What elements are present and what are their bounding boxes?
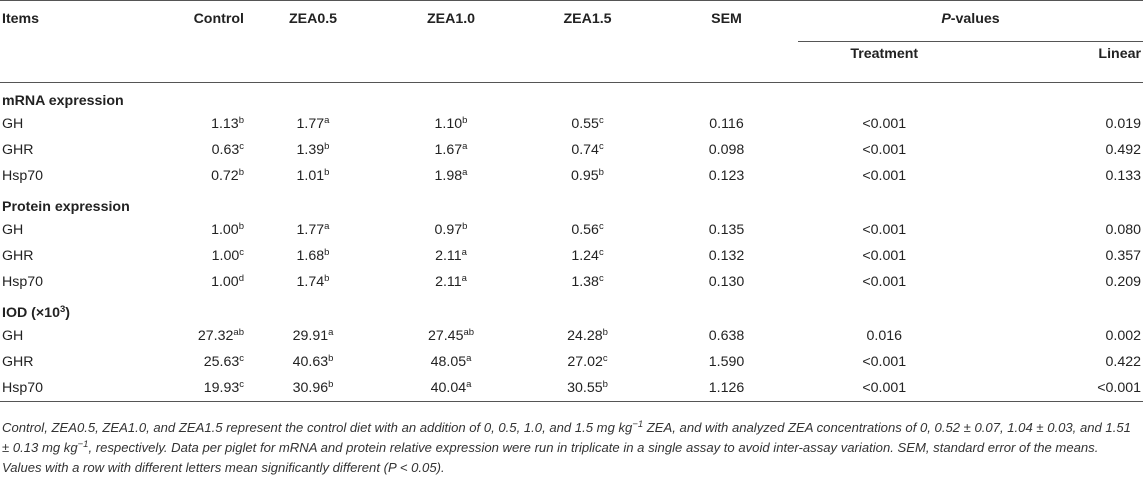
cell-zea10-value: 1.10	[434, 116, 463, 132]
cell-sem: 0.116	[709, 116, 744, 132]
cell-zea05-value: 1.39	[296, 142, 325, 158]
cell-zea10-letter: a	[466, 353, 472, 364]
section-title	[0, 83, 142, 112]
cell-linear: <0.001	[971, 375, 1143, 402]
cell-treatment: <0.001	[862, 248, 907, 264]
cell-zea10-letter: a	[461, 247, 467, 258]
cell-zea15-value: 24.28	[567, 328, 603, 344]
cell-control-letter: d	[238, 273, 244, 284]
section-title	[0, 189, 142, 217]
cell-control	[142, 137, 244, 163]
cell-zea15-letter: b	[602, 327, 608, 338]
cell-control-letter: ab	[233, 327, 244, 338]
cell-treatment: <0.001	[798, 375, 971, 402]
table-row	[0, 323, 1143, 349]
table-footnote	[2, 418, 1132, 478]
cell-control-letter: c	[239, 141, 244, 152]
cell-control-value: 0.72	[211, 168, 239, 184]
cell-zea10-letter: a	[466, 379, 472, 390]
cell-zea05-letter: b	[324, 167, 330, 178]
footnote-sup2: −1	[77, 439, 89, 450]
cell-zea10-value: 0.97	[434, 222, 463, 238]
cell-control-value: 25.63	[203, 354, 240, 370]
table-row	[0, 269, 1143, 295]
table-row	[0, 243, 1143, 269]
cell-sem: 0.123	[708, 168, 745, 184]
cell-zea15	[520, 375, 655, 402]
row-item-label: Hsp70	[0, 375, 142, 402]
cell-zea15	[520, 349, 655, 375]
cell-zea15-letter: c	[598, 273, 604, 284]
cell-zea05-value: 1.68	[296, 248, 325, 264]
cell-zea10-letter: b	[462, 221, 468, 232]
cell-control-letter: b	[238, 115, 244, 126]
table-row	[0, 111, 1143, 137]
cell-zea15	[520, 217, 655, 243]
cell-zea10-letter: a	[462, 167, 468, 178]
cell-sem: 0.098	[708, 142, 745, 158]
cell-zea10-value: 2.11	[435, 248, 462, 264]
cell-zea10-letter: a	[462, 141, 468, 152]
cell-zea15-value: 1.38	[571, 274, 599, 290]
cell-zea10-value: 2.11	[435, 274, 462, 290]
cell-zea05	[244, 137, 382, 163]
row-item-label: GHR	[2, 354, 34, 370]
cell-control-value: 1.13	[211, 116, 239, 132]
cell-zea15-letter: c	[598, 247, 604, 258]
cell-zea15-value: 0.56	[571, 222, 599, 238]
cell-zea10	[382, 111, 520, 137]
cell-zea15-letter: c	[598, 221, 604, 232]
cell-zea05-value: 40.63	[292, 354, 329, 370]
cell-zea15	[520, 137, 655, 163]
cell-zea10-letter: a	[461, 273, 467, 284]
cell-zea05-letter: b	[324, 273, 330, 284]
cell-treatment: 0.016	[866, 328, 902, 344]
cell-treatment: <0.001	[862, 116, 907, 132]
cell-zea05-value: 1.74	[296, 274, 325, 290]
cell-zea05-value: 1.77	[296, 116, 325, 132]
cell-zea05-letter: b	[328, 353, 334, 364]
cell-zea05	[244, 163, 382, 189]
table-row	[0, 349, 1143, 375]
cell-zea10	[382, 243, 520, 269]
p-values-label: -values	[950, 11, 1000, 27]
cell-zea10-value: 40.04	[430, 380, 467, 396]
section-title-text: mRNA expression	[2, 93, 124, 109]
cell-zea05	[244, 111, 382, 137]
cell-zea10	[382, 163, 520, 189]
cell-zea05	[244, 375, 382, 402]
p-values-header	[798, 1, 1143, 42]
cell-zea10-letter: b	[462, 115, 468, 126]
cell-control-value: 1.00	[211, 222, 239, 238]
cell-control	[142, 269, 244, 295]
cell-control-value: 19.93	[203, 380, 240, 396]
footnote-part1: Control, ZEA0.5, ZEA1.0, and ZEA1.5 represent the control diet with an addition of 0, 0.5, 1.0, and 1.5 mg kg	[2, 420, 633, 435]
header-row	[0, 1, 1143, 42]
cell-zea10-value: 48.05	[430, 354, 467, 370]
section-title-suffix: )	[65, 305, 70, 321]
cell-control-letter: c	[239, 379, 244, 390]
section-title-text: Protein expression	[2, 199, 130, 215]
cell-treatment: <0.001	[862, 354, 907, 370]
cell-zea10	[382, 269, 520, 295]
section-title	[0, 295, 142, 323]
table-header	[0, 1, 1143, 83]
cell-zea05-letter: b	[324, 141, 330, 152]
cell-control-letter: b	[238, 167, 244, 178]
cell-zea15-value: 30.55	[567, 380, 603, 396]
cell-control-letter: b	[238, 221, 244, 232]
table-row	[0, 375, 1143, 402]
footnote-part2: ZEA, and with analyzed ZEA concentrations of 0, 0.52 ± 0.07, 1.04 ± 0.03, and 1.51 ± 0.13 mg kg	[2, 420, 1131, 455]
cell-zea05	[244, 217, 382, 243]
cell-zea05-value: 30.96	[292, 380, 329, 396]
cell-zea10	[382, 375, 520, 402]
cell-control	[142, 111, 244, 137]
cell-sem: 1.126	[655, 375, 798, 402]
cell-zea05	[244, 323, 382, 349]
cell-treatment: <0.001	[862, 274, 907, 290]
row-item-label: GH	[2, 116, 24, 132]
cell-control-value: 27.32	[197, 328, 234, 344]
cell-zea10-letter: ab	[463, 327, 475, 338]
cell-linear: 0.422	[1105, 354, 1141, 370]
cell-zea05-letter: a	[324, 115, 330, 126]
row-item-label: GHR	[2, 142, 34, 158]
cell-zea15	[520, 243, 655, 269]
cell-zea15-value: 0.74	[571, 142, 599, 158]
cell-linear: 0.209	[1105, 274, 1141, 290]
cell-zea15-value: 27.02	[567, 354, 603, 370]
cell-control	[142, 217, 244, 243]
cell-control	[142, 349, 244, 375]
cell-treatment: <0.001	[862, 168, 907, 184]
cell-linear: 0.492	[1105, 142, 1141, 158]
cell-zea10	[382, 323, 520, 349]
footnote-sup1: −1	[632, 419, 644, 430]
section-title-text: IOD (×10	[2, 305, 60, 321]
cell-control-letter: c	[239, 247, 244, 258]
section-header-row	[0, 295, 1143, 323]
cell-zea15-value: 0.95	[571, 168, 599, 184]
cell-linear: 0.080	[1105, 222, 1141, 238]
table-row	[0, 217, 1143, 243]
cell-zea10	[382, 217, 520, 243]
cell-zea05-letter: b	[328, 379, 334, 390]
cell-zea10-value: 1.98	[434, 168, 463, 184]
cell-zea15-value: 0.55	[571, 116, 599, 132]
cell-sem: 0.638	[708, 328, 745, 344]
cell-zea15	[520, 323, 655, 349]
cell-zea05	[244, 269, 382, 295]
cell-zea15-letter: b	[602, 379, 608, 390]
row-item-label: Hsp70	[2, 274, 44, 290]
table-row	[0, 163, 1143, 189]
cell-control-value: 1.00	[211, 248, 240, 264]
col-treatment-header: Treatment	[850, 46, 919, 62]
cell-sem: 0.130	[708, 274, 745, 290]
cell-sem: 0.132	[708, 248, 745, 264]
col-zea05-header: ZEA0.5	[288, 11, 338, 27]
cell-zea05-letter: b	[324, 247, 330, 258]
cell-zea05-letter: a	[324, 221, 330, 232]
cell-zea05-value: 1.01	[296, 168, 325, 184]
section-header-row	[0, 189, 1143, 217]
sem-header-label: SEM	[711, 11, 742, 27]
cell-zea15	[520, 269, 655, 295]
cell-zea05-value: 29.91	[292, 328, 329, 344]
cell-zea05-value: 1.77	[296, 222, 325, 238]
col-items-header: Items	[2, 11, 40, 27]
col-control-header: Control	[193, 11, 244, 27]
table-row	[0, 137, 1143, 163]
section-header-row	[0, 83, 1143, 112]
subheader-row	[0, 42, 1143, 83]
cell-control-letter: c	[239, 353, 244, 364]
cell-zea10-value: 1.67	[434, 142, 463, 158]
cell-control-value: 1.00	[211, 274, 239, 290]
footnote-part3: , respectively. Data per piglet for mRNA and protein relative expression were run in triplicate in a single assay to avoid inter-assay variation. SEM, standard error of the means. Values with a row with different letters mean significantly different (P < 0.05).	[2, 440, 1099, 475]
col-linear-header: Linear	[1098, 46, 1141, 62]
section-title-sup: 3	[59, 304, 66, 315]
cell-zea15-value: 1.24	[571, 248, 599, 264]
cell-treatment: <0.001	[862, 222, 907, 238]
col-zea15-header: ZEA1.5	[563, 11, 612, 27]
cell-zea15-letter: c	[598, 115, 604, 126]
row-item-label: GH	[2, 222, 24, 238]
cell-linear: 0.019	[1105, 116, 1141, 132]
cell-control	[142, 163, 244, 189]
cell-control	[142, 323, 244, 349]
cell-control	[142, 243, 244, 269]
cell-linear: 0.133	[1105, 168, 1141, 184]
cell-zea15	[520, 111, 655, 137]
cell-zea15-letter: c	[598, 141, 604, 152]
cell-zea15-letter: c	[602, 353, 608, 364]
cell-zea05-letter: a	[328, 327, 334, 338]
cell-zea05	[244, 243, 382, 269]
row-item-label: GH	[2, 328, 24, 344]
cell-linear: 0.002	[1105, 328, 1141, 344]
col-zea10-header: ZEA1.0	[426, 11, 476, 27]
cell-zea15	[520, 163, 655, 189]
cell-zea05	[244, 349, 382, 375]
cell-zea15-letter: b	[598, 167, 604, 178]
cell-control-value: 0.63	[211, 142, 240, 158]
row-item-label: Hsp70	[2, 168, 44, 184]
cell-treatment: <0.001	[862, 142, 907, 158]
p-italic: P	[941, 11, 951, 27]
cell-sem: 1.590	[708, 354, 745, 370]
row-item-label: GHR	[2, 248, 34, 264]
cell-zea10	[382, 137, 520, 163]
cell-sem: 0.135	[708, 222, 745, 238]
cell-zea10-value: 27.45	[427, 328, 464, 344]
table-body	[0, 83, 1143, 402]
cell-control	[142, 375, 244, 402]
col-sem-header	[655, 1, 798, 42]
cell-zea10	[382, 349, 520, 375]
cell-linear: 0.357	[1105, 248, 1141, 264]
